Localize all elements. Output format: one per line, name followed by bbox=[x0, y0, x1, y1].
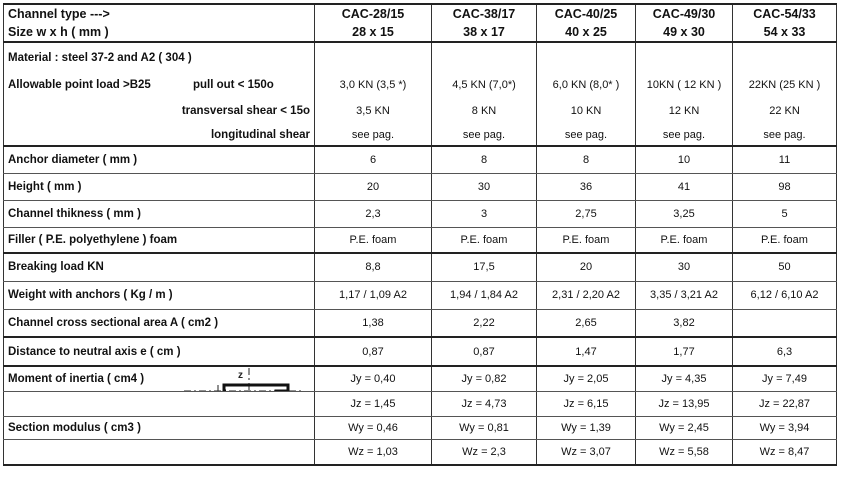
height-4: 41 bbox=[636, 173, 733, 200]
neutral-3: 1,47 bbox=[537, 337, 636, 366]
anchor-row bbox=[4, 146, 837, 173]
column-header-2: CAC-38/17 bbox=[432, 4, 537, 23]
thickness-1: 2,3 bbox=[315, 200, 432, 227]
neutral-1: 0,87 bbox=[315, 337, 432, 366]
jy-3: Jy = 2,05 bbox=[537, 366, 636, 391]
column-header-1: CAC-28/15 bbox=[315, 4, 432, 23]
pull-out-3: 6,0 KN (8,0* ) bbox=[537, 72, 636, 97]
wy-5: Wy = 3,94 bbox=[733, 416, 837, 439]
pull-out-4: 10KN ( 12 KN ) bbox=[636, 72, 733, 97]
jy-4: Jy = 4,35 bbox=[636, 366, 733, 391]
material-label: Material : steel 37-2 and A2 ( 304 ) bbox=[4, 42, 315, 72]
thickness-4: 3,25 bbox=[636, 200, 733, 227]
jz-row bbox=[4, 391, 837, 416]
material-row bbox=[4, 42, 837, 72]
neutral-5: 6,3 bbox=[733, 337, 837, 366]
pull-out-label bbox=[4, 72, 315, 97]
breaking-2: 17,5 bbox=[432, 253, 537, 281]
wz-2: Wz = 2,3 bbox=[432, 439, 537, 465]
breaking-row bbox=[4, 253, 837, 281]
diagram-z-top: z bbox=[238, 370, 243, 381]
jz-3: Jz = 6,15 bbox=[537, 391, 636, 416]
pull-out-1: 3,0 KN (3,5 *) bbox=[315, 72, 432, 97]
anchor-label: Anchor diameter ( mm ) bbox=[4, 146, 315, 173]
size-3: 40 x 25 bbox=[537, 23, 636, 42]
weight-row bbox=[4, 281, 837, 309]
wy-3: Wy = 1,39 bbox=[537, 416, 636, 439]
longitudinal-label: longitudinal shear bbox=[4, 124, 315, 146]
thickness-row bbox=[4, 200, 837, 227]
channel-spec-sheet bbox=[3, 3, 836, 483]
area-row bbox=[4, 309, 837, 337]
neutral-label: Distance to neutral axis e ( cm ) bbox=[4, 337, 315, 366]
jy-row bbox=[4, 366, 837, 391]
transversal-5: 22 KN bbox=[733, 97, 837, 124]
area-1: 1,38 bbox=[315, 309, 432, 337]
anchor-1: 6 bbox=[315, 146, 432, 173]
longitudinal-5: see pag. bbox=[733, 124, 837, 146]
channel-section-diagram: z y y e z bbox=[156, 370, 298, 439]
longitudinal-2: see pag. bbox=[432, 124, 537, 146]
filler-row bbox=[4, 227, 837, 253]
size-1: 28 x 15 bbox=[315, 23, 432, 42]
breaking-4: 30 bbox=[636, 253, 733, 281]
weight-1: 1,17 / 1,09 A2 bbox=[315, 281, 432, 309]
spec-table bbox=[3, 3, 837, 466]
thickness-5: 5 bbox=[733, 200, 837, 227]
channel-type-label: Channel type ---> bbox=[4, 4, 315, 23]
column-header-4: CAC-49/30 bbox=[636, 4, 733, 23]
wy-2: Wy = 0,81 bbox=[432, 416, 537, 439]
jz-1: Jz = 1,45 bbox=[315, 391, 432, 416]
transversal-row bbox=[4, 97, 837, 124]
height-5: 98 bbox=[733, 173, 837, 200]
filler-3: P.E. foam bbox=[537, 227, 636, 253]
inertia-label: Moment of inertia ( cm4 ) bbox=[8, 372, 145, 385]
pull-out-row bbox=[4, 72, 837, 97]
jy-1: Jy = 0,40 bbox=[315, 366, 432, 391]
weight-3: 2,31 / 2,20 A2 bbox=[537, 281, 636, 309]
transversal-1: 3,5 KN bbox=[315, 97, 432, 124]
neutral-row bbox=[4, 337, 837, 366]
transversal-4: 12 KN bbox=[636, 97, 733, 124]
size-5: 54 x 33 bbox=[733, 23, 837, 42]
pull-out-2: 4,5 KN (7,0*) bbox=[432, 72, 537, 97]
weight-5: 6,12 / 6,10 A2 bbox=[733, 281, 837, 309]
wz-4: Wz = 5,58 bbox=[636, 439, 733, 465]
area-5 bbox=[733, 309, 837, 337]
size-4: 49 x 30 bbox=[636, 23, 733, 42]
filler-4: P.E. foam bbox=[636, 227, 733, 253]
anchor-5: 11 bbox=[733, 146, 837, 173]
transversal-2: 8 KN bbox=[432, 97, 537, 124]
filler-1: P.E. foam bbox=[315, 227, 432, 253]
breaking-label: Breaking load KN bbox=[4, 253, 315, 281]
height-row bbox=[4, 173, 837, 200]
height-3: 36 bbox=[537, 173, 636, 200]
neutral-4: 1,77 bbox=[636, 337, 733, 366]
column-header-5: CAC-54/33 bbox=[733, 4, 837, 23]
longitudinal-3: see pag. bbox=[537, 124, 636, 146]
longitudinal-4: see pag. bbox=[636, 124, 733, 146]
size-label: Size w x h ( mm ) bbox=[4, 23, 315, 42]
anchor-2: 8 bbox=[432, 146, 537, 173]
transversal-label: transversal shear < 15o bbox=[4, 97, 315, 124]
thickness-2: 3 bbox=[432, 200, 537, 227]
longitudinal-1: see pag. bbox=[315, 124, 432, 146]
breaking-1: 8,8 bbox=[315, 253, 432, 281]
jz-2: Jz = 4,73 bbox=[432, 391, 537, 416]
area-2: 2,22 bbox=[432, 309, 537, 337]
wy-1: Wy = 0,46 bbox=[315, 416, 432, 439]
wz-1: Wz = 1,03 bbox=[315, 439, 432, 465]
area-4: 3,82 bbox=[636, 309, 733, 337]
longitudinal-row bbox=[4, 124, 837, 146]
jy-2: Jy = 0,82 bbox=[432, 366, 537, 391]
height-1: 20 bbox=[315, 173, 432, 200]
wy-4: Wy = 2,45 bbox=[636, 416, 733, 439]
height-2: 30 bbox=[432, 173, 537, 200]
weight-4: 3,35 / 3,21 A2 bbox=[636, 281, 733, 309]
channel-profile-shape bbox=[224, 385, 288, 391]
weight-2: 1,94 / 1,84 A2 bbox=[432, 281, 537, 309]
size-2: 38 x 17 bbox=[432, 23, 537, 42]
wz-row bbox=[4, 439, 837, 465]
wy-row bbox=[4, 416, 837, 439]
thickness-3: 2,75 bbox=[537, 200, 636, 227]
jz-5: Jz = 22,87 bbox=[733, 391, 837, 416]
neutral-2: 0,87 bbox=[432, 337, 537, 366]
jz-4: Jz = 13,95 bbox=[636, 391, 733, 416]
anchor-3: 8 bbox=[537, 146, 636, 173]
anchor-4: 10 bbox=[636, 146, 733, 173]
filler-5: P.E. foam bbox=[733, 227, 837, 253]
column-header-3: CAC-40/25 bbox=[537, 4, 636, 23]
filler-label: Filler ( P.E. polyethylene ) foam bbox=[4, 227, 315, 253]
header-row-type bbox=[4, 4, 837, 23]
breaking-5: 50 bbox=[733, 253, 837, 281]
height-label: Height ( mm ) bbox=[4, 173, 315, 200]
pull-out-sublabel: pull out < 150o bbox=[193, 78, 274, 91]
transversal-3: 10 KN bbox=[537, 97, 636, 124]
allowable-load-label: Allowable point load >B25 bbox=[8, 78, 151, 91]
wz-5: Wz = 8,47 bbox=[733, 439, 837, 465]
area-label: Channel cross sectional area A ( cm2 ) bbox=[4, 309, 315, 337]
breaking-3: 20 bbox=[537, 253, 636, 281]
jy-5: Jy = 7,49 bbox=[733, 366, 837, 391]
wz-3: Wz = 3,07 bbox=[537, 439, 636, 465]
weight-label: Weight with anchors ( Kg / m ) bbox=[4, 281, 315, 309]
modulus-label: Section modulus ( cm3 ) bbox=[4, 416, 315, 439]
pull-out-5: 22KN (25 KN ) bbox=[733, 72, 837, 97]
area-3: 2,65 bbox=[537, 309, 636, 337]
filler-2: P.E. foam bbox=[432, 227, 537, 253]
thickness-label: Channel thikness ( mm ) bbox=[4, 200, 315, 227]
header-row-size bbox=[4, 23, 837, 42]
